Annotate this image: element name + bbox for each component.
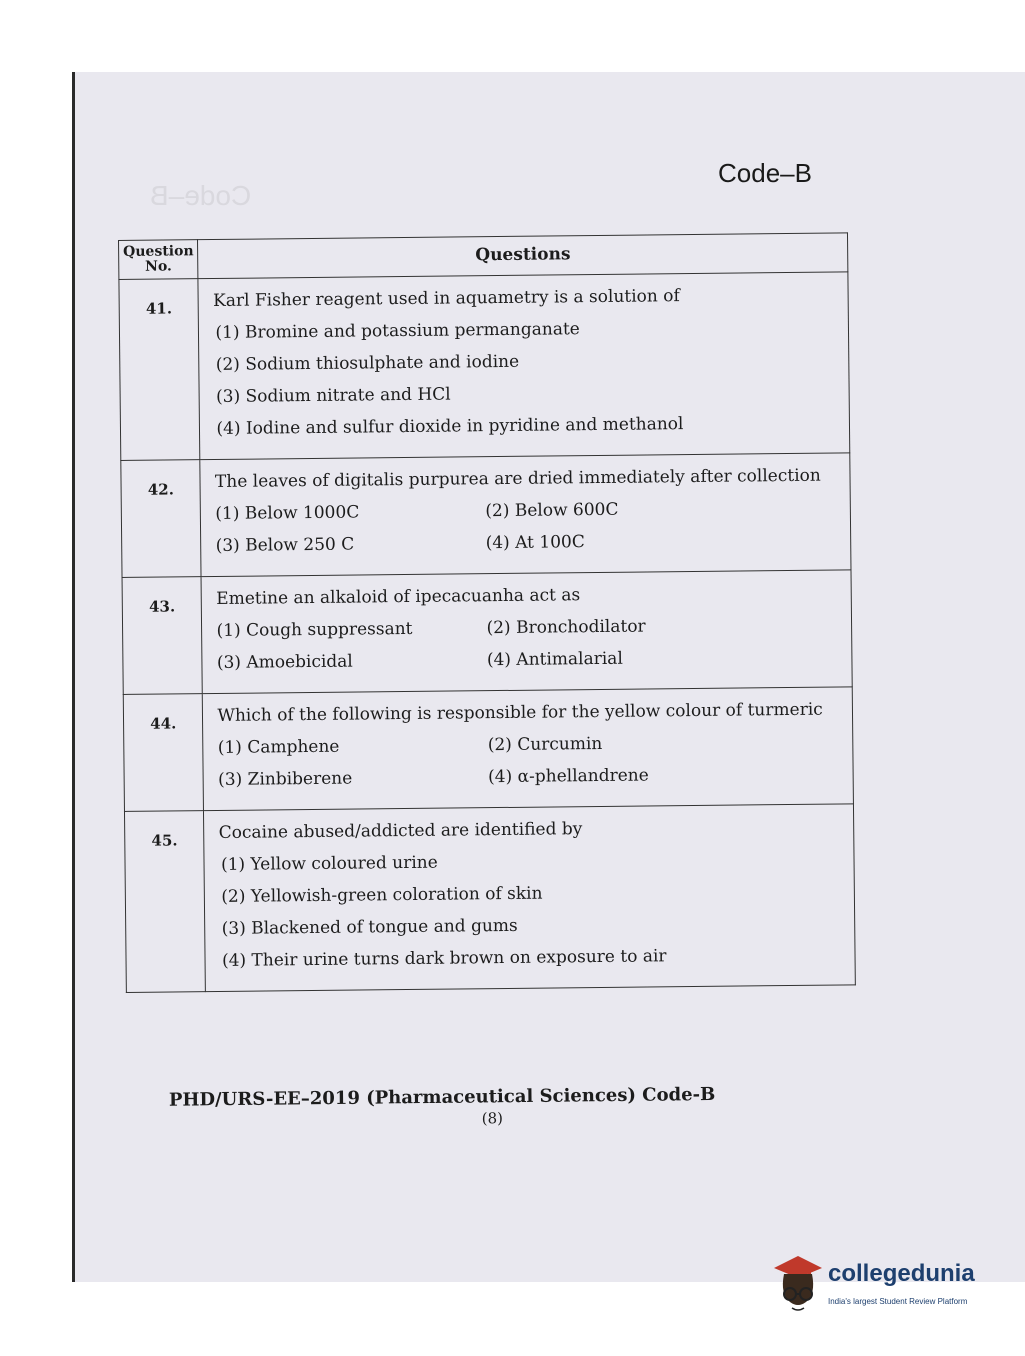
option: (4) Their urine turns dark brown on exposure to air	[221, 946, 667, 971]
question-body	[201, 570, 852, 694]
question-row-44	[123, 687, 853, 812]
question-body	[200, 453, 851, 577]
option: (2) Below 600C	[485, 499, 619, 522]
option-row	[218, 731, 839, 757]
footer-title: PHD/URS-EE–2019 (Pharmaceutical Sciences) Code-B	[168, 1083, 716, 1111]
question-number: 42.	[121, 460, 202, 578]
graduate-mascot-icon	[770, 1250, 826, 1316]
question-row-42	[121, 453, 851, 578]
option: (2) Curcumin	[487, 733, 603, 756]
question-row-43	[122, 570, 852, 695]
option: (3) Amoebicidal	[216, 651, 353, 673]
question-body	[204, 804, 855, 992]
question-stem: Which of the following is responsible for the yellow colour of turmeric	[217, 699, 823, 726]
question-number: 45.	[124, 811, 205, 993]
question-number: 43.	[122, 577, 203, 695]
bleed-through-code: Code–B	[150, 180, 252, 211]
question-stem: The leaves of digitalis purpurea are dried immediately after collection	[214, 465, 821, 492]
question-body	[198, 272, 849, 460]
option-row	[216, 614, 837, 640]
question-row-41	[119, 272, 850, 461]
question-number: 41.	[119, 279, 200, 461]
option: (3) Below 250 C	[215, 534, 355, 556]
question-stem: Cocaine abused/addicted are identified by	[218, 819, 583, 843]
question-number: 44.	[123, 694, 204, 812]
option: (1) Yellow coloured urine	[220, 852, 438, 875]
option: (3) Sodium nitrate and HCl	[216, 384, 451, 407]
question-stem: Karl Fisher reagent used in aquametry is a solution of	[213, 286, 680, 312]
paper-code: Code–B	[718, 158, 812, 188]
option-row	[215, 497, 836, 523]
question-body	[203, 687, 854, 811]
logo-name: collegedunia	[828, 1260, 975, 1287]
option: (4) Antimalarial	[486, 648, 623, 671]
page-footer	[142, 1084, 742, 1131]
option-row	[218, 763, 839, 789]
page-number: (8)	[481, 1109, 504, 1128]
option-row	[217, 646, 838, 672]
option-row	[216, 529, 837, 555]
option: (2) Yellowish-green coloration of skin	[221, 883, 543, 907]
collegedunia-logo[interactable]	[770, 1250, 1000, 1320]
option: (3) Zinbiberene	[218, 768, 353, 790]
question-stem: Emetine an alkaloid of ipecacuanha act as	[216, 585, 581, 609]
question-number-header: Question No.	[119, 240, 199, 280]
option: (4) Iodine and sulfur dioxide in pyridine and methanol	[216, 414, 684, 439]
questions-header: Questions	[198, 233, 848, 279]
option: (1) Bromine and potassium permanganate	[215, 319, 580, 343]
logo-tagline: India's largest Student Review Platform	[828, 1297, 968, 1306]
option: (4) α-phellandrene	[488, 765, 649, 788]
option: (1) Below 1000C	[215, 502, 360, 524]
option: (4) At 100C	[485, 532, 585, 554]
question-row-45	[124, 804, 855, 993]
option: (2) Bronchodilator	[486, 616, 646, 639]
option: (2) Sodium thiosulphate and iodine	[215, 351, 520, 375]
question-table	[118, 232, 856, 993]
option: (3) Blackened of tongue and gums	[221, 915, 518, 939]
option: (1) Camphene	[217, 736, 340, 758]
option: (1) Cough suppressant	[216, 618, 413, 641]
